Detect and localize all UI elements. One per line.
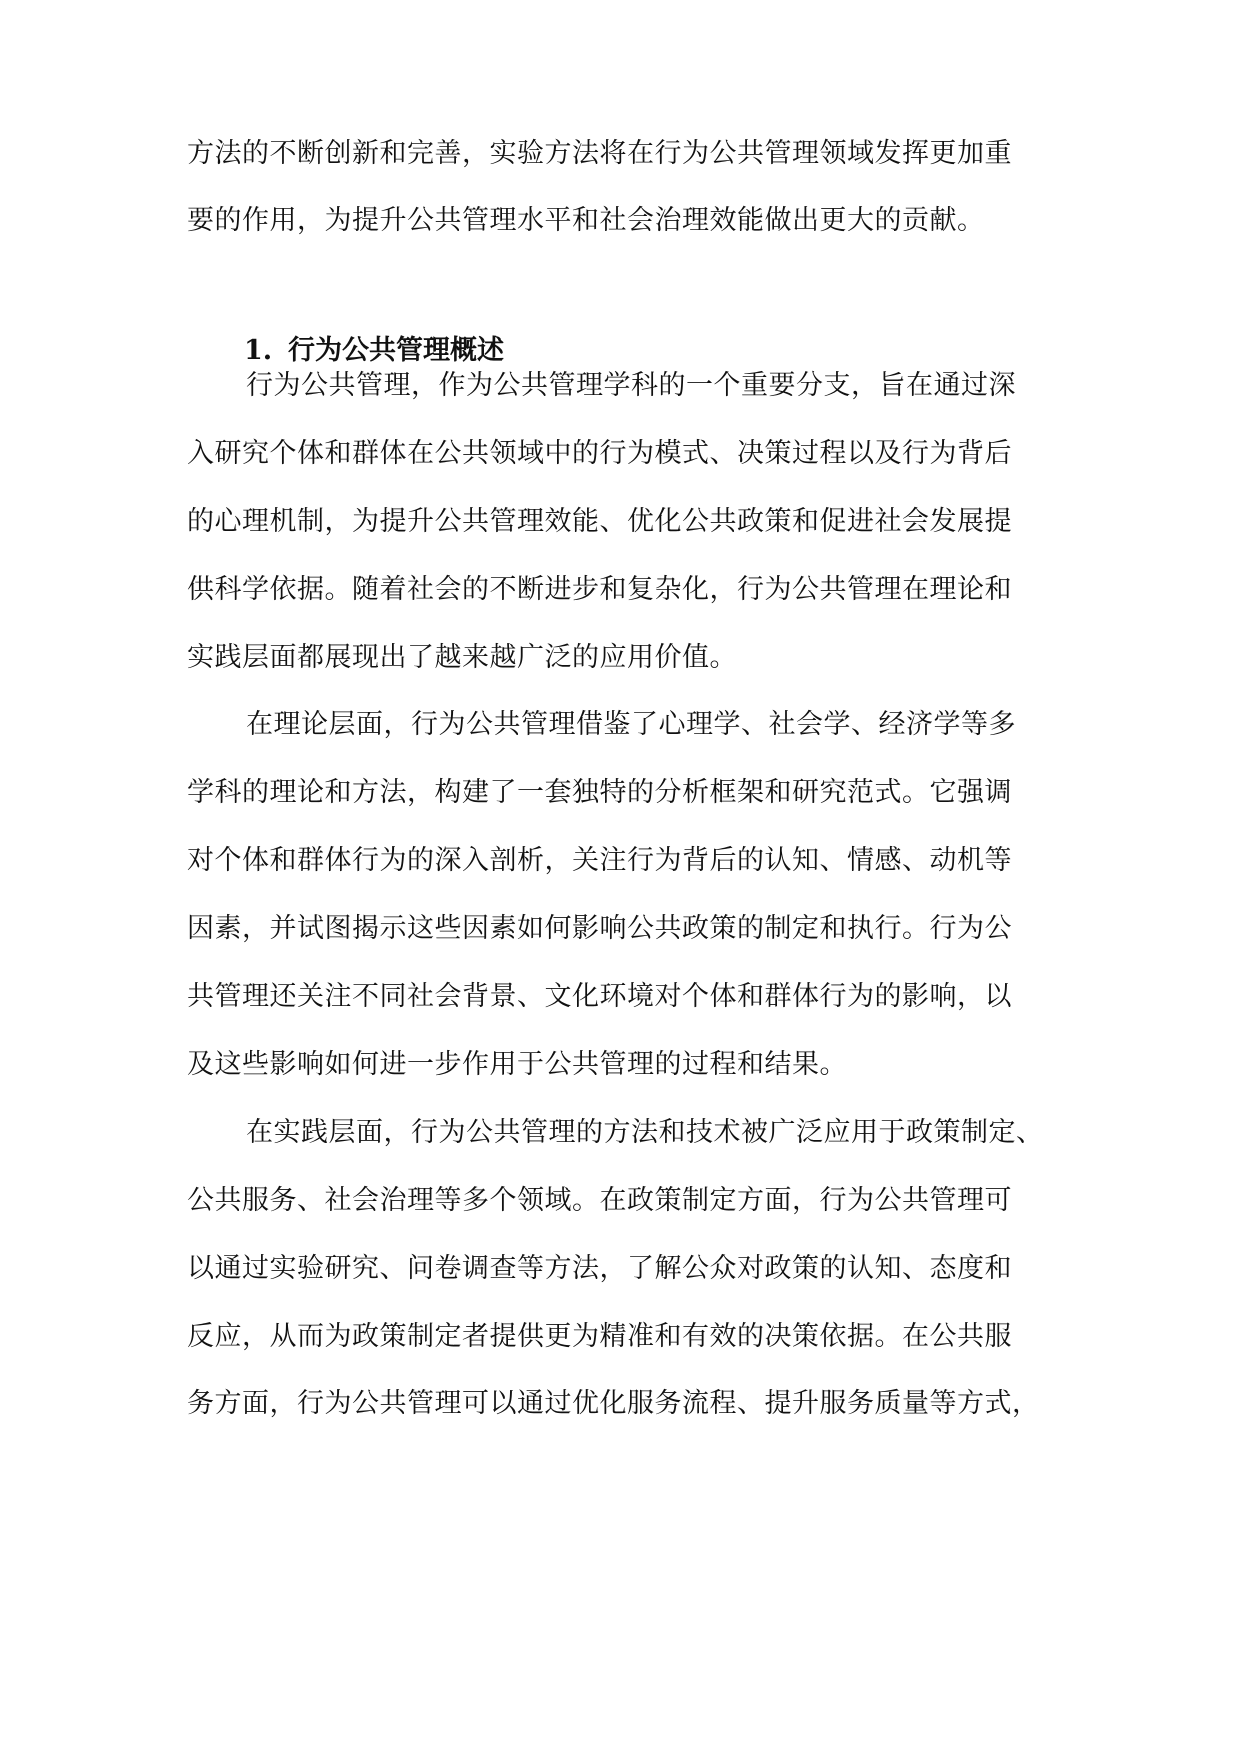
paragraph3-line-3: 以通过实验研究、问卷调查等方法，了解公众对政策的认知、态度和 (187, 1253, 1012, 1284)
intro-line-1: 方法的不断创新和完善，实验方法将在行为公共管理领域发挥更加重 (187, 138, 1012, 169)
paragraph2-line-1: 在理论层面，行为公共管理借鉴了心理学、社会学、经济学等多 (246, 709, 1016, 740)
paragraph3-line-5: 务方面，行为公共管理可以通过优化服务流程、提升服务质量等方式， (187, 1388, 1040, 1419)
paragraph2-line-3: 对个体和群体行为的深入剖析，关注行为背后的认知、情感、动机等 (187, 845, 1012, 876)
paragraph3-line-1: 在实践层面，行为公共管理的方法和技术被广泛应用于政策制定、 (246, 1117, 1044, 1148)
paragraph2-line-2: 学科的理论和方法，构建了一套独特的分析框架和研究范式。它强调 (187, 777, 1012, 808)
paragraph2-line-5: 共管理还关注不同社会背景、文化环境对个体和群体行为的影响，以 (187, 981, 1012, 1012)
section-number: 1. (244, 335, 273, 366)
paragraph1-line-4: 供科学依据。随着社会的不断进步和复杂化，行为公共管理在理论和 (187, 574, 1012, 605)
section-title: 行为公共管理概述 (288, 335, 504, 366)
intro-line-2: 要的作用，为提升公共管理水平和社会治理效能做出更大的贡献。 (187, 205, 985, 236)
section-heading (244, 331, 504, 371)
paragraph3-line-4: 反应，从而为政策制定者提供更为精准和有效的决策依据。在公共服 (187, 1321, 1012, 1352)
paragraph1-line-1: 行为公共管理，作为公共管理学科的一个重要分支，旨在通过深 (246, 370, 1016, 401)
paragraph1-line-5: 实践层面都展现出了越来越广泛的应用价值。 (187, 642, 737, 673)
paragraph3-line-2: 公共服务、社会治理等多个领域。在政策制定方面，行为公共管理可 (187, 1185, 1012, 1216)
paragraph1-line-3: 的心理机制，为提升公共管理效能、优化公共政策和促进社会发展提 (187, 506, 1012, 537)
paragraph2-line-6: 及这些影响如何进一步作用于公共管理的过程和结果。 (187, 1049, 847, 1080)
paragraph2-line-4: 因素，并试图揭示这些因素如何影响公共政策的制定和执行。行为公 (187, 913, 1012, 944)
paragraph1-line-2: 入研究个体和群体在公共领域中的行为模式、决策过程以及行为背后 (187, 438, 1012, 469)
